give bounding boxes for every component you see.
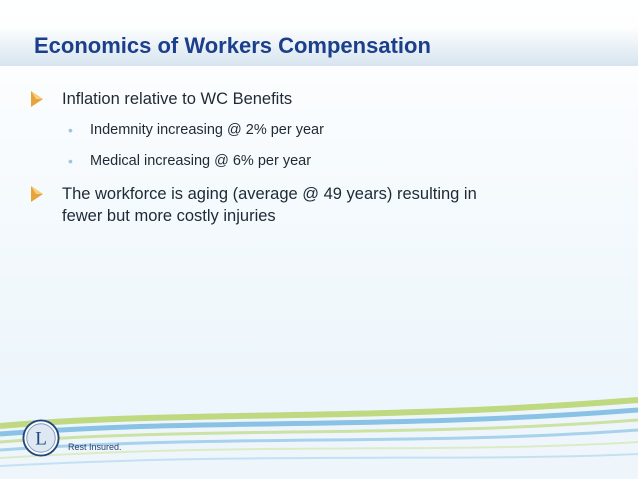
sub-bullet-text: Indemnity increasing @ 2% per year: [90, 122, 324, 138]
logo-letter: L: [35, 428, 47, 450]
dot-bullet-icon: •: [68, 122, 73, 138]
arrow-bullet-icon: [30, 90, 44, 108]
bullet-text-line-1: The workforce is aging (average @ 49 years) resulting in: [62, 185, 477, 203]
footer-swoosh: [0, 380, 638, 479]
brand-tagline: Rest Insured.: [68, 442, 122, 452]
sub-bullet-text: Medical increasing @ 6% per year: [90, 153, 312, 169]
dot-bullet-icon: •: [68, 153, 73, 169]
bullet-text-line-2: fewer but more costly injuries: [62, 207, 276, 225]
arrow-bullet-icon: [30, 185, 44, 203]
slide-title: Economics of Workers Compensation: [34, 33, 431, 58]
bullet-text: Inflation relative to WC Benefits: [62, 90, 293, 108]
liberty-l-logo-icon: [22, 419, 60, 457]
